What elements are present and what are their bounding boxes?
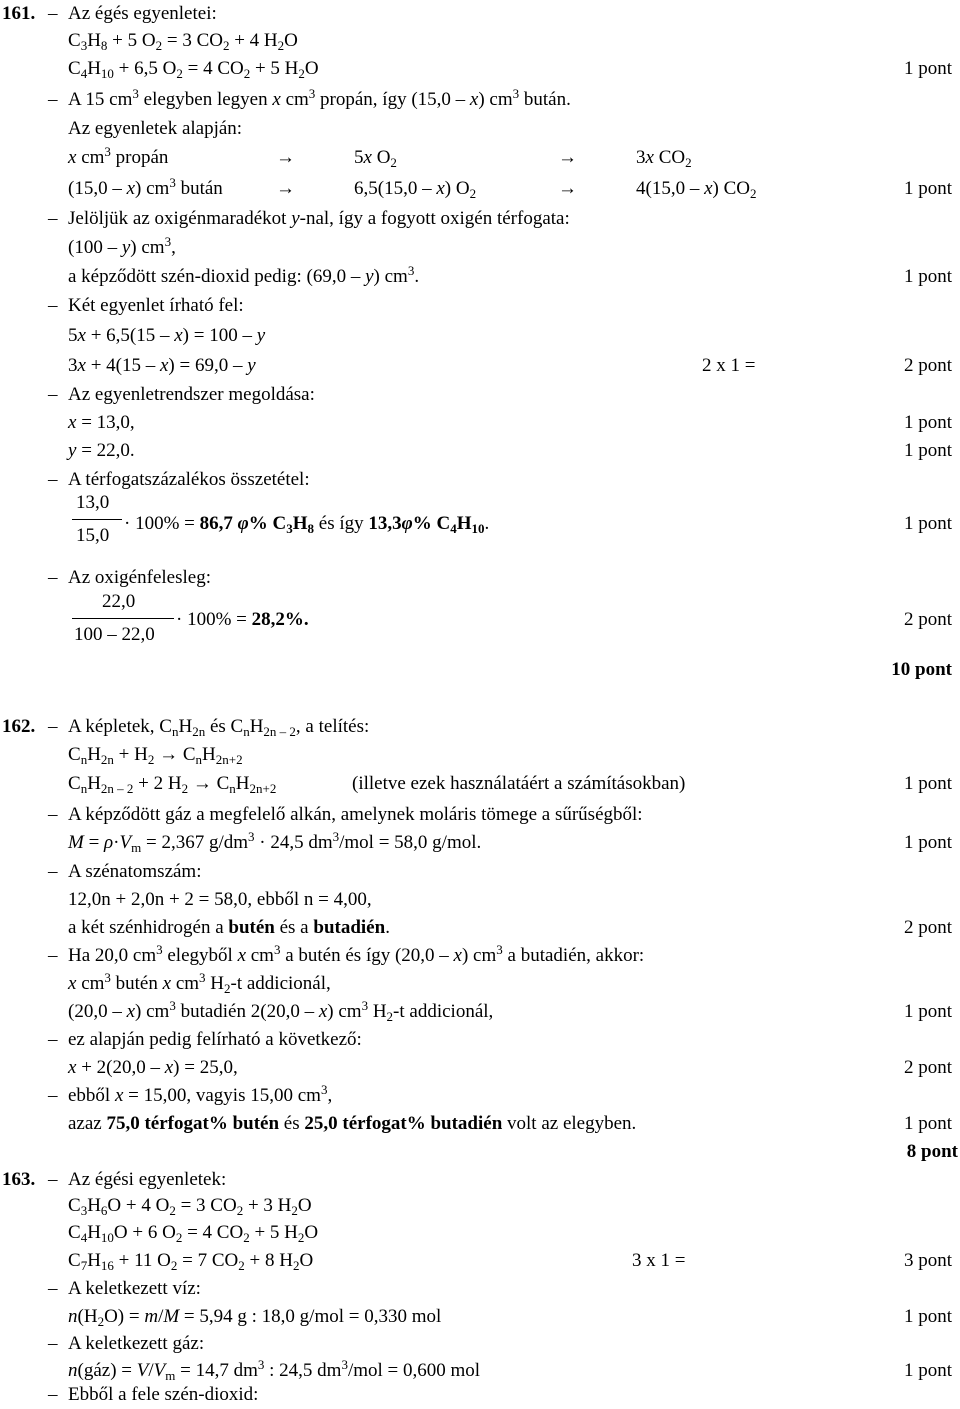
dash-bullet: –	[48, 945, 58, 966]
p162-result-row	[0, 1082, 960, 1110]
butane-co2: 4(15,0 – x) $CO_2$	[636, 178, 757, 201]
fraction-numerator: 22,0	[102, 591, 136, 612]
p161-composition-result: · 100% = 86,7 φ% $C_3H_8$ és így 13,3φ% $C_4H_{10}$.	[124, 513, 490, 536]
dash-bullet: –	[48, 208, 58, 229]
dash-bullet: –	[48, 89, 58, 110]
p161-two-eq: Két egyenlet írható fel:	[68, 295, 244, 316]
p161-vol-o2-row	[0, 234, 960, 262]
propane-co2: 3x $CO_2$	[636, 147, 692, 170]
p161-reaction-row2	[0, 175, 960, 203]
p162-write-row	[0, 1026, 960, 1054]
p161-eq2: $C_4H_{10} + 6,5$ $O_2 = 4$ $CO_2 + 5$ $H_2O$	[68, 58, 319, 81]
p161-frac1-row	[0, 510, 960, 538]
p163-n-water-row	[0, 1303, 960, 1331]
points-label: 1 pont	[903, 412, 952, 433]
points-label: 1 pont	[903, 513, 952, 534]
p161-basis-row	[0, 115, 960, 143]
p161-vol-co2: a képződött szén-dioxid pedig: (69,0 – y) $cm^3$.	[68, 263, 420, 287]
points-label: 2 pont	[903, 917, 952, 938]
p161-comp-row	[0, 466, 960, 494]
butane-oxygen: 6,5(15,0 – x) $O_2$	[354, 178, 477, 201]
points-label: 1 pont	[903, 58, 952, 79]
p163-eq3: $C_7H_{16} + 11$ $O_2 = 7$ $CO_2 + 8$ $H_2O$	[68, 1250, 314, 1273]
p161-sys1-row	[0, 322, 960, 350]
points-label: 2 pont	[903, 609, 952, 630]
butane-volume: (15,0 – x) $cm^3$ bután	[68, 175, 223, 199]
points-label: 1 pont	[903, 1360, 952, 1381]
p162-butadiene-row	[0, 998, 960, 1026]
total-points: 8 pont	[906, 1141, 958, 1162]
points-label: 1 pont	[903, 266, 952, 287]
p162-sat2: $C_nH_{2n - 2} + 2$ $H_2 \to C_nH_{2n+2}$	[68, 773, 277, 796]
p163-eq3-row	[0, 1247, 960, 1275]
p161-row-intro	[0, 0, 960, 28]
p162-butadiene: (20,0 – x) $cm^3$ butadién 2(20,0 – x) $cm^3$ $H_2-t$ addicionál,	[68, 998, 494, 1024]
p162-sat2-note: (illetve ezek használatáért a számításokban)	[352, 773, 686, 794]
p161-solve: Az egyenletrendszer megoldása:	[68, 384, 315, 405]
p163-gas: A keletkezett gáz:	[68, 1333, 205, 1354]
p161-basis: Az egyenletek alapján:	[68, 118, 243, 139]
points-label: 1 pont	[903, 178, 952, 199]
p162-alkane-row	[0, 801, 960, 829]
p161-total-row	[0, 656, 960, 684]
multiplier-label: 2 x 1 =	[702, 355, 756, 376]
p163-eq2: $C_4H_{10}O + 6$ $O_2 = 4$ $CO_2 + 5$ $H_2O$	[68, 1222, 319, 1245]
p162-eq-x: x + 2(20,0 – x) = 25,0,	[68, 1057, 238, 1078]
problem-number: 163.	[2, 1169, 36, 1190]
points-label: 2 pont	[903, 1057, 952, 1078]
p161-sys2: 3x + 4(15 – x) = 69,0 – y	[68, 355, 256, 376]
p162-eq-x-row	[0, 1054, 960, 1082]
p161-assume-row	[0, 86, 960, 114]
p163-eq1-row	[0, 1192, 960, 1220]
p161-excess-row	[0, 564, 960, 592]
p163-eq2-row	[0, 1219, 960, 1247]
p162-alkane: A képződött gáz a megfelelő alkán, amelynek moláris tömege a sűrűségből:	[68, 804, 643, 825]
fraction-numerator: 13,0	[76, 492, 110, 513]
propane-volume: x $cm^3$ propán	[68, 144, 169, 168]
points-label: 3 pont	[903, 1250, 952, 1271]
p162-final-row	[0, 1110, 960, 1138]
p162-butene: x $cm^3$ butén x $cm^3$ $H_2-t$ addicionál,	[68, 970, 331, 996]
dash-bullet: –	[48, 1278, 58, 1299]
p161-eq1: $C_3H_8 + 5$ $O_2 = 3$ $CO_2 + 4$ $H_2O$	[68, 30, 298, 53]
dash-bullet: –	[48, 567, 58, 588]
p161-comp: A térfogatszázalékos összetétel:	[68, 469, 310, 490]
p162-carbons: A szénatomszám:	[68, 861, 202, 882]
fraction-denominator: 100 – 22,0	[74, 624, 155, 645]
p161-vol-o2: (100 – y) $cm^3$,	[68, 234, 176, 258]
p163-half-row	[0, 1381, 960, 1409]
arrow-icon: →	[276, 178, 295, 199]
p161-y-row	[0, 437, 960, 465]
arrow-icon: →	[276, 147, 295, 168]
p162-total-row	[0, 1138, 960, 1166]
p162-intro-row	[0, 713, 960, 741]
p161-sys1: 5x + 6,5(15 – x) = 100 – y	[68, 325, 266, 346]
p162-two-hc: a két szénhidrogén a butén és a butadién.	[68, 917, 390, 938]
p161-excess: Az oxigénfelesleg:	[68, 567, 211, 588]
points-label: 1 pont	[903, 773, 952, 794]
p162-sat1: $C_nH_{2n} + H_2 \to C_nH_{2n+2}$	[68, 744, 243, 767]
p162-eq-n-row	[0, 886, 960, 914]
p161-assume: A 15 $cm^3$ elegyben legyen x $cm^3$ propán, így (15,0 – x) $cm^3$ bután.	[68, 86, 571, 110]
dash-bullet: –	[48, 384, 58, 405]
dash-bullet: –	[48, 1169, 58, 1190]
p163-intro-row	[0, 1166, 960, 1194]
total-points: 10 pont	[891, 659, 952, 680]
p161-two-eq-row	[0, 292, 960, 320]
points-label: 1 pont	[903, 440, 952, 461]
p163-gas-row	[0, 1330, 960, 1358]
fraction-denominator: 15,0	[76, 525, 110, 546]
dash-bullet: –	[48, 295, 58, 316]
points-label: 1 pont	[903, 832, 952, 853]
multiplier-label: 3 x 1 =	[632, 1250, 686, 1271]
problem-number: 161.	[2, 3, 36, 24]
propane-oxygen: 5x $O_2$	[354, 147, 397, 170]
p162-molar-row	[0, 829, 960, 857]
dash-bullet: –	[48, 1029, 58, 1050]
p163-water: A keletkezett víz:	[68, 1278, 201, 1299]
p161-x-row	[0, 409, 960, 437]
p163-water-row	[0, 1275, 960, 1303]
p163-eq1: $C_3H_6O + 4$ $O_2 = 3$ $CO_2 + 3$ $H_2O$	[68, 1195, 312, 1218]
p163-n-gas: n(gáz) = $V/V_m = 14,7$ $dm^3$ : 24,5 $dm^3$/mol = 0,600 mol	[68, 1357, 481, 1383]
dash-bullet: –	[48, 804, 58, 825]
dash-bullet: –	[48, 716, 58, 737]
p161-solve-row	[0, 381, 960, 409]
points-label: 1 pont	[903, 1001, 952, 1022]
p162-hc-row	[0, 914, 960, 942]
p162-if-mix: Ha 20,0 $cm^3$ elegyből x $cm^3$ a butén és így (20,0 – x) $cm^3$ a butadién, akkor:	[68, 942, 645, 966]
p162-carbons-row	[0, 858, 960, 886]
dash-bullet: –	[48, 1384, 58, 1405]
p161-sys2-row	[0, 352, 960, 380]
arrow-icon: →	[558, 178, 577, 199]
points-label: 1 pont	[903, 1306, 952, 1327]
problem-number: 162.	[2, 716, 36, 737]
p161-frac2-row	[0, 606, 960, 634]
p163-half: Ebből a fele szén-dioxid:	[68, 1384, 259, 1405]
dash-bullet: –	[48, 1333, 58, 1354]
dash-bullet: –	[48, 861, 58, 882]
p162-final: azaz 75,0 térfogat% butén és 25,0 térfogat% butadién volt az elegyben.	[68, 1113, 637, 1134]
p162-write: ez alapján pedig felírható a következő:	[68, 1029, 362, 1050]
points-label: 2 pont	[903, 355, 952, 376]
arrow-icon: →	[558, 147, 577, 168]
p161-mark-y-row	[0, 205, 960, 233]
p163-intro: Az égési egyenletek:	[68, 1169, 227, 1190]
p162-formulas: A képletek, $C_nH_{2n}$ és $C_nH_{2n - 2}$, a telítés:	[68, 716, 370, 739]
p162-if-mix-row	[0, 942, 960, 970]
p161-eq2-row	[0, 55, 960, 83]
p161-mark-y: Jelöljük az oxigénmaradékot y-nal, így a fogyott oxigén térfogata:	[68, 208, 570, 229]
p162-eq-n: 12,0n + 2,0n + 2 = 58,0, ebből n = 4,00,	[68, 889, 372, 910]
p161-y-value: y = 22,0.	[68, 440, 135, 461]
p161-vol-co2-row	[0, 263, 960, 291]
p161-reaction-row1	[0, 144, 960, 172]
p162-result: ebből x = 15,00, vagyis 15,00 $cm^3$,	[68, 1082, 333, 1106]
p161-excess-result: · 100% = 28,2%.	[176, 609, 309, 630]
points-label: 1 pont	[903, 1113, 952, 1134]
dash-bullet: –	[48, 3, 58, 24]
dash-bullet: –	[48, 1085, 58, 1106]
p162-sat2-row	[0, 770, 960, 798]
p161-x-value: x = 13,0,	[68, 412, 135, 433]
p162-butene-row	[0, 970, 960, 998]
p162-molar: $M = \rho\cdot V_m = 2,367$ $g/dm^3 \cdot 24,5$ $dm^3$/mol = 58,0 g/mol.	[68, 829, 482, 855]
p161-eq1-row	[0, 27, 960, 55]
p161-intro: Az égés egyenletei:	[68, 3, 217, 24]
p163-n-water: $n(H_2O) = m/M = 5,94$ g : 18,0 g/mol = 0,330 mol	[68, 1306, 442, 1329]
dash-bullet: –	[48, 469, 58, 490]
p162-sat1-row	[0, 741, 960, 769]
